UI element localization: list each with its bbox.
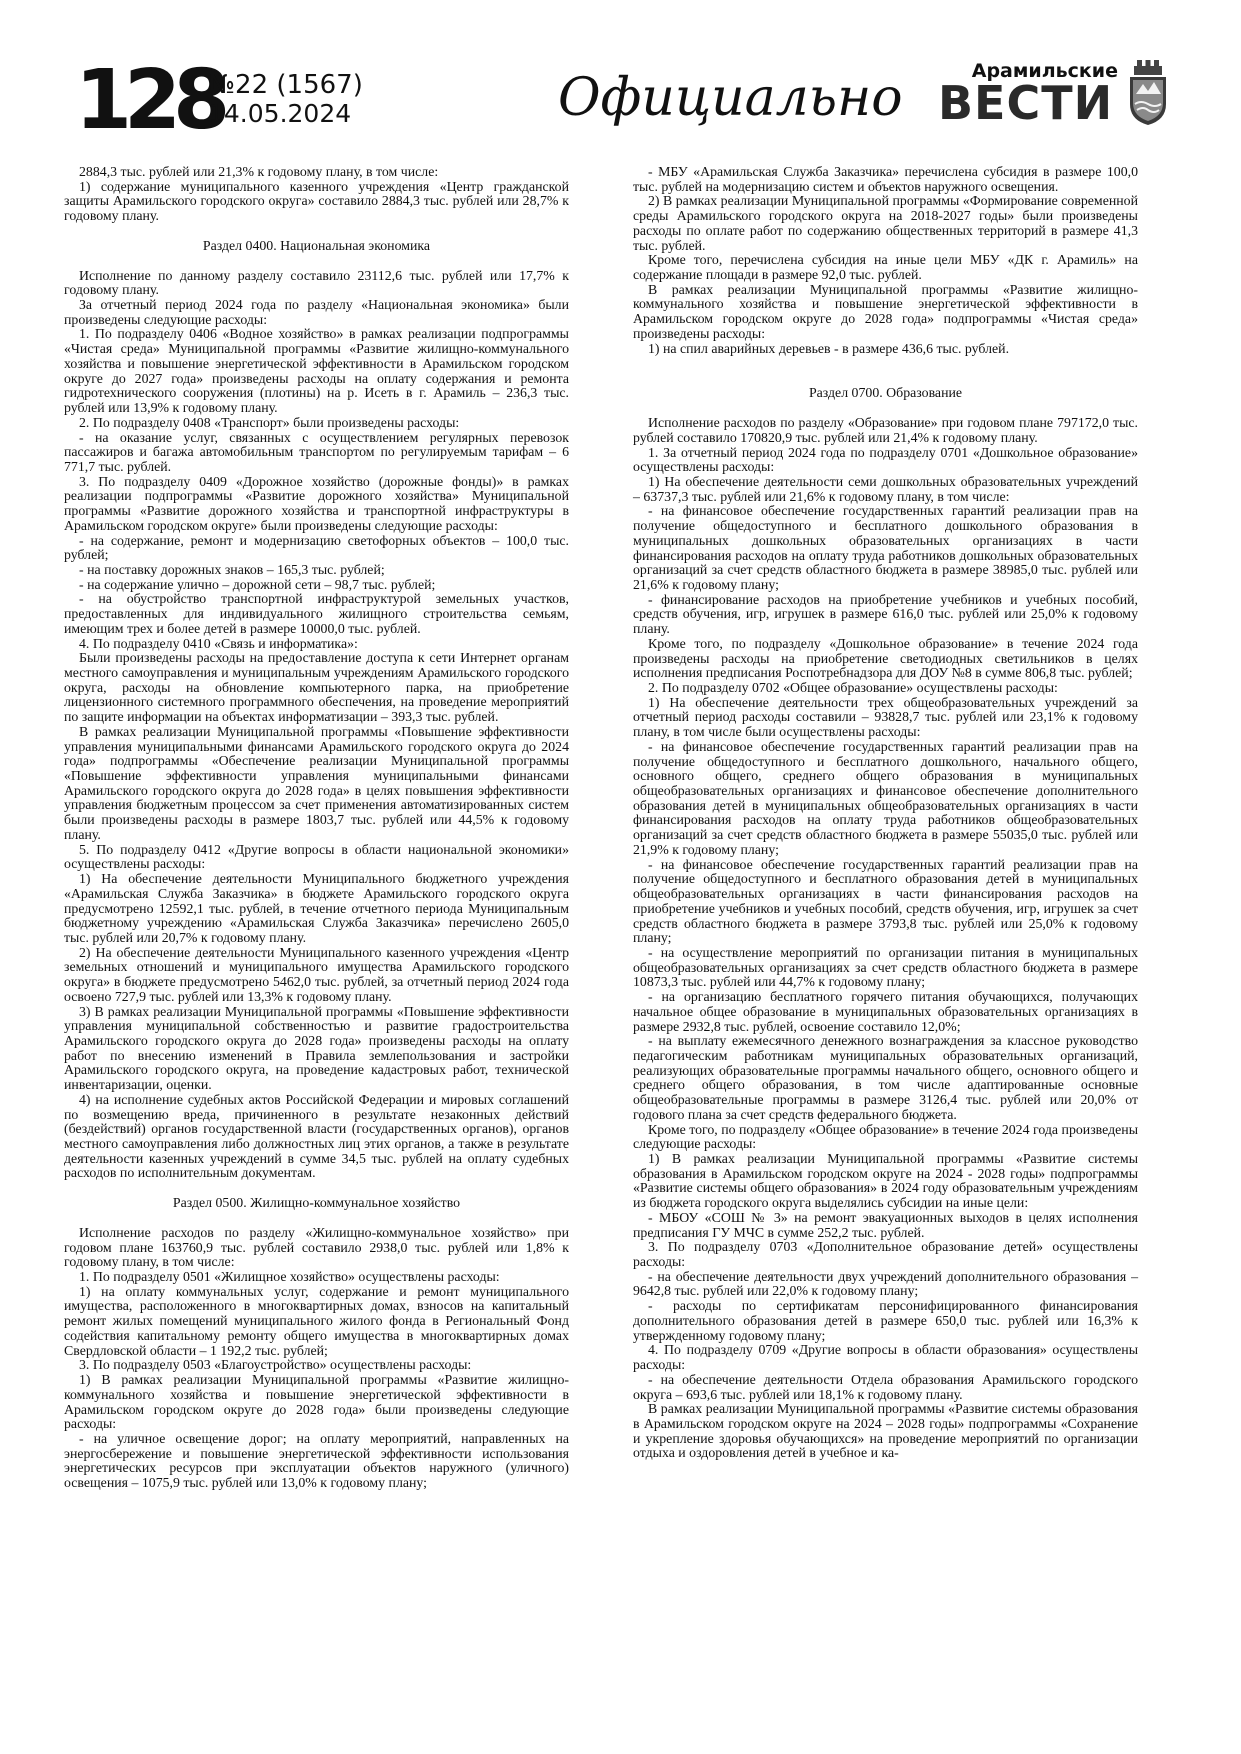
paragraph: - на обеспечение деятельности Отдела образования Арамильского городского округа – 693,6 тыс. рублей или 18,1% к годовому плану. xyxy=(633,1371,1138,1402)
paragraph: - на финансовое обеспечение государственных гарантий реализации прав на получение общедоступного и бесплатного дошкольного образования в муниципальных дошкольных образовательных организациях в части финансирования расходов на оплату труда работников дошкольных образовательных организаций за счет средств областного бюджета в размере 38985,0 тыс. рублей или 21,6% к годовому плану; xyxy=(633,503,1138,592)
section-heading: Раздел 0400. Национальная экономика xyxy=(202,237,431,253)
paragraph: 2884,3 тыс. рублей или 21,3% к годовому плану, в том числе: xyxy=(79,164,439,179)
section-heading: Раздел 0500. Жилищно-коммунальное хозяйство xyxy=(172,1195,461,1211)
paragraph: 1) На обеспечение деятельности трех общеобразовательных учреждений за отчетный период расходы составили – 93828,7 тыс. рублей или 23,1% к годовому плану, в том числе были осуществлены расходы: xyxy=(633,694,1138,740)
paragraph: 3. По подразделу 0409 «Дорожное хозяйство (дорожные фонды)» в рамках реализации подпрограммы «Развитие дорожного хозяйства» Муниципальной программы «Развитие дорожного хозяйства и транспортной инфраструктуры в Арамильском городском округе» были произведены следующие расходы: xyxy=(64,473,569,533)
paragraph: - на осуществление мероприятий по организации питания в муниципальных общеобразовательных организациях за счет средств областного бюджета в размере 10873,3 тыс. рублей или 44,7% к годовому плану; xyxy=(633,944,1138,990)
paragraph: 1) На обеспечение деятельности Муниципального бюджетного учреждения «Арамильская Служба Заказчика» в бюджете Арамильского городского округа предусмотрено 12592,1 тыс. рублей, в течение отчетного периода Муниципальным бюджетному учреждению «Арамильская Служба Заказчика» перечислено 2605,0 тыс. рублей или 20,7% к годовому плану. xyxy=(64,871,569,945)
paragraph: 1) на спил аварийных деревьев - в размере 436,6 тыс. рублей. xyxy=(648,340,1010,356)
paragraph: 1) На обеспечение деятельности семи дошкольных образовательных учреждений – 63737,3 тыс. рублей или 21,6% к годовому плану, в том числе: xyxy=(633,473,1138,504)
paragraph: - финансирование расходов на приобретение учебников и учебных пособий, средств обучения, игр, игрушек в размере 616,0 тыс. рублей или 25,0% к годовому плану. xyxy=(633,591,1138,637)
left-column xyxy=(64,165,569,1491)
paragraph: Исполнение по данному разделу составило 23112,6 тыс. рублей или 17,7% к годовому плану. xyxy=(64,267,569,298)
paragraph: 4. По подразделу 0709 «Другие вопросы в области образования» осуществлены расходы: xyxy=(633,1342,1138,1373)
paragraph: - МБУ «Арамильская Служба Заказчика» перечислена субсидия в размере 100,0 тыс. рублей на модернизацию систем и объектов наружного освещения. xyxy=(633,164,1138,194)
paragraph: 1) на оплату коммунальных услуг, содержание и ремонт муниципального имущества, расположенного в многоквартирных домах, взносов на капитальный ремонт жилых помещений муниципального жилого фонда в Региональный Фонд содействия капитальному ремонту общего имущества в многоквартирных домах Свердловской области – 1 192,2 тыс. рублей; xyxy=(64,1283,569,1358)
paragraph: - на содержание, ремонт и модернизацию светофорных объектов – 100,0 тыс. рублей; xyxy=(64,532,569,563)
paragraph: 2. По подразделу 0408 «Транспорт» были произведены расходы: xyxy=(79,414,460,430)
paragraph: 2. По подразделу 0702 «Общее образование» осуществлены расходы: xyxy=(648,680,1058,695)
paragraph: - на обеспечение деятельности двух учреждений дополнительного образования – 9642,8 тыс. рублей или 22,0% к годовому плану; xyxy=(633,1268,1138,1299)
paragraph: - на выплату ежемесячного денежного вознаграждения за классное руководство педагогическим работникам муниципальных образовательных организаций, реализующих образовательные программы начального общего, основного общего и среднего общего образования, в том числе адаптированные основные общеобразовательные программы в размере 3126,4 тыс. рублей или 20,0% от годового плана за счет средств федерального бюджета. xyxy=(633,1033,1138,1122)
paragraph: 1) В рамках реализации Муниципальной программы «Развитие системы образования в Арамильском городском округе на 2024 - 2028 годы» подпрограммы «Развитие системы общего образования» в 2024 году образовательным учреждениям из бюджета городского округа выделялись субсидии на иные цели: xyxy=(633,1151,1138,1211)
paragraph: - на обустройство транспортной инфраструктурой земельных участков, предоставленных для индивидуального жилищного строительства семьям, имеющим трех и более детей в размере 10000,0 тыс. рублей. xyxy=(64,591,569,636)
coat-of-arms-icon xyxy=(1127,60,1169,126)
issue-info xyxy=(208,70,363,128)
newspaper-logo xyxy=(938,60,1118,130)
paragraph: 4) на исполнение судебных актов Российской Федерации и мировых соглашений по возмещению вреда, причиненного в результате незаконных действий (бездействий) органов государственной власти (государственных органов), органов местного самоуправления либо должностных лиц этих органов, а также в результате деятельности казенных учреждений в сумме 34,5 тыс. рублей на оплату судебных расходов по исполнительным документам. xyxy=(64,1091,569,1181)
issue-number: №22 (1567) xyxy=(208,70,363,100)
paragraph: 4. По подразделу 0410 «Связь и информатика»: xyxy=(79,635,358,651)
paragraph: - на поставку дорожных знаков – 165,3 тыс. рублей; xyxy=(79,561,385,577)
logo-top-text: Арамильские xyxy=(971,60,1118,82)
paragraph: За отчетный период 2024 года по разделу «Национальная экономика» были произведены следующие расходы: xyxy=(64,297,569,327)
paragraph: 1. За отчетный период 2024 года по подразделу 0701 «Дошкольное образование» осуществлены расходы: xyxy=(633,444,1138,475)
paragraph: 3. По подразделу 0703 «Дополнительное образование детей» осуществлены расходы: xyxy=(633,1239,1138,1270)
paragraph: Исполнение расходов по разделу «Жилищно-коммунальное хозяйство» при годовом плане 163760,9 тыс. рублей составило 2938,0 тыс. рублей или 1,8% к годовому плану, в том числе: xyxy=(64,1224,569,1270)
paragraph: Кроме того, по подразделу «Общее образование» в течение 2024 года произведены следующие расходы: xyxy=(633,1121,1138,1152)
paragraph: В рамках реализации Муниципальной программы «Развитие системы образования в Арамильском городском округе на 2024 – 2028 годы» подпрограммы «Сохранение и укрепление здоровья обучающихся» на проведение мероприятий по организации отдыха и оздоровления детей в учебное и ка- xyxy=(633,1401,1138,1461)
paragraph: В рамках реализации Муниципальной программы «Повышение эффективности управления муниципальными финансами Арамильского городского округа до 2024 года» подпрограммы «Обеспечение реализации Муниципальной программы «Повышение эффективности управления муниципальными финансами Арамильского городского округа до 2028 года» в целях повышения эффективности управления бюджетным процессом за счет применения автоматизированных систем были произведены расходы в размере 1803,7 тыс. рублей или 44,5% к годовому плану. xyxy=(64,723,569,842)
right-column xyxy=(633,165,1138,1461)
paragraph: 3. По подразделу 0503 «Благоустройство» осуществлены расходы: xyxy=(79,1357,472,1373)
paragraph: Кроме того, по подразделу «Дошкольное образование» в течение 2024 года произведены расходы на приобретение светодиодных светильников в целях исполнения предписания Роспотребнадзора для ДОУ №8 в сумме 806,8 тыс. рублей; xyxy=(633,635,1138,681)
paragraph: 3) В рамках реализации Муниципальной программы «Повышение эффективности управления муниципальной собственностью и развитие градостроительства Арамильского городского округа до 2028 года» произведены расходы на оплату работ по внесению изменений в Правила землепользования и застройки Арамильского городского округа, на проведение кадастровых работ, технической инвентаризации, оценки. xyxy=(64,1003,569,1093)
section-title: Официально xyxy=(558,68,903,128)
paragraph: В рамках реализации Муниципальной программы «Развитие жилищно-коммунального хозяйства и повышение энергетической эффективности в Арамильском городском округе до 2028 года» подпрограммы «Чистая среда» произведены расходы: xyxy=(633,281,1138,341)
paragraph: 2) На обеспечение деятельности Муниципального казенного учреждения «Центр земельных отношений и муниципального имущества Арамильского городского округа» в бюджете предусмотрено 5462,0 тыс. рублей, за отчетный период 2024 года освоено 727,9 тыс. рублей или 13,3% к годовому плану. xyxy=(64,944,569,1004)
paragraph: Были произведены расходы на предоставление доступа к сети Интернет органам местного самоуправления и муниципальным учреждениям Арамильского городского округа, расходы на обновление компьютерного парка, на приобретение лицензионного системного программного обеспечения, на проведение мероприятий по защите информации на объектах информатизации – 393,3 тыс. рублей. xyxy=(64,650,569,725)
paragraph: - на содержание улично – дорожной сети – 98,7 тыс. рублей; xyxy=(79,576,436,592)
paragraph: - расходы по сертификатам персонифицированного финансирования дополнительного образования детей в размере 650,0 тыс. рублей или 16,3% к утвержденному годовому плану; xyxy=(633,1298,1138,1343)
issue-date: 14.05.2024 xyxy=(208,99,352,128)
paragraph: 1) содержание муниципального казенного учреждения «Центр гражданской защиты Арамильского городского округа» составило 2884,3 тыс. рублей или 28,7% к годовому плану. xyxy=(64,178,569,224)
paragraph: - на финансовое обеспечение государственных гарантий реализации прав на получение общедоступного и бесплатного образования детей в муниципальных общеобразовательных организациях в части финансирования расходов на приобретение учебников и учебных пособий, средств обучения, игр, игрушек за счет средств областного бюджета в размере 3793,8 тыс. рублей или 25,0% к годовому плану; xyxy=(633,856,1138,946)
paragraph: - на оказание услуг, связанных с осуществлением регулярных перевозок пассажиров и багажа автомобильным транспортом по регулируемым тарифам – 6 771,7 тыс. рублей. xyxy=(64,429,569,474)
paragraph: 1) В рамках реализации Муниципальной программы «Развитие жилищно-коммунального хозяйства и повышение энергетической эффективности в Арамильском городском округе до 2028 года» были произведены следующие расходы: xyxy=(64,1372,569,1432)
paragraph: 5. По подразделу 0412 «Другие вопросы в области национальной экономики» осуществлены расходы: xyxy=(64,841,569,872)
paragraph: - на уличное освещение дорог; на оплату мероприятий, направленных на энергосбережение и повышение энергетической эффективности использования энергетических ресурсов при эксплуатации объектов наружного (уличного) освещения – 1075,9 тыс. рублей или 13,0% к годовому плану; xyxy=(64,1430,569,1491)
logo-main-text: ВЕСТИ xyxy=(938,76,1114,130)
paragraph: - МБОУ «СОШ № 3» на ремонт эвакуационных выходов в целях исполнения предписания ГУ МЧС в сумме 252,2 тыс. рублей. xyxy=(633,1209,1138,1240)
paragraph: Кроме того, перечислена субсидия на иные цели МБУ «ДК г. Арамиль» на содержание площади в размере 92,0 тыс. рублей. xyxy=(633,252,1138,283)
paragraph: 1. По подразделу 0406 «Водное хозяйство» в рамках реализации подпрограммы «Чистая среда» Муниципальной программы «Развитие жилищно-коммунального хозяйства и повышение энергетической эффективности в Арамильском городском округе до 2027 года» произведены расходы на оплату содержания и ремонта гидротехнического сооружения (плотины) на р. Исеть в г. Арамиль – 236,3 тыс. рублей или 13,9% к годовому плану. xyxy=(64,326,569,416)
paragraph: Исполнение расходов по разделу «Образование» при годовом плане 797172,0 тыс. рублей составило 170820,9 тыс. рублей или 21,4% к годовому плану. xyxy=(633,415,1138,445)
masthead xyxy=(0,0,1241,160)
paragraph: - на организацию бесплатного горячего питания обучающихся, получающих начальное общее образование в муниципальных образовательных организациях в размере 2932,8 тыс. рублей, освоение составило 12,0%; xyxy=(633,989,1138,1034)
paragraph: 1. По подразделу 0501 «Жилищное хозяйство» осуществлены расходы: xyxy=(79,1269,500,1285)
section-heading: Раздел 0700. Образование xyxy=(808,385,963,401)
page-number: 128 xyxy=(75,53,223,148)
paragraph: 2) В рамках реализации Муниципальной программы «Формирование современной среды Арамильского городского округа на 2018-2027 годы» были произведены расходы по оплате работ по содержанию общественных территорий в размере 41,3 тыс. рублей. xyxy=(633,193,1138,253)
paragraph: - на финансовое обеспечение государственных гарантий реализации прав на получение общедоступного и бесплатного дошкольного, начального общего, основного общего, среднего общего образования в муниципальных общеобразовательных организациях и финансовое обеспечение дополнительного образования детей в муниципальных общеобразовательных организациях в части финансирования расходов на оплату труда работников общеобразовательных организаций за счет средств областного бюджета в размере 55035,0 тыс. рублей или 21,9% к годовому плану; xyxy=(633,738,1138,857)
